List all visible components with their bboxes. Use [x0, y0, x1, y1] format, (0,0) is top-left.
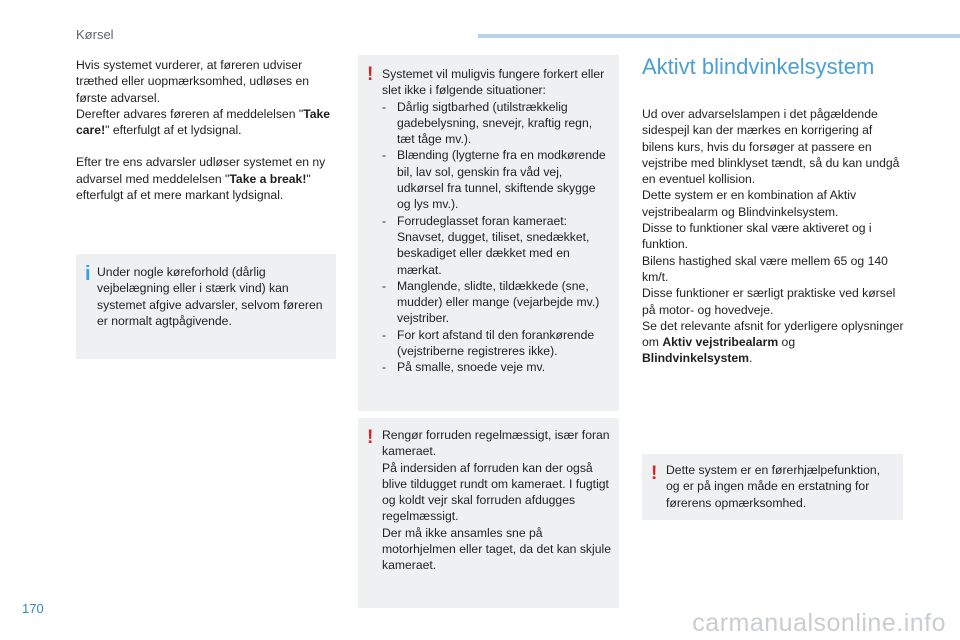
cleaning-text-3: Der må ikke ansamles sne på motorhjelmen eller taget, da det kan skjule kameraet. [382, 525, 611, 573]
list-item [382, 147, 611, 212]
cleaning-text-2: På indersiden af forruden kan der også blive tildugget rundt om kameraet. I fugtigt og koldt vejr skal forruden afdugges regelmæssigt. [382, 460, 609, 524]
list-item-text: På smalle, snoede veje mv. [397, 360, 546, 375]
warning-icon: ! [367, 64, 374, 85]
warning-conditions-body [382, 66, 611, 376]
list-item [382, 359, 611, 375]
warning-box-cleaning [358, 418, 619, 608]
list-item [382, 278, 611, 327]
bold-message: Take a break! [229, 171, 307, 186]
column-left [76, 57, 338, 203]
warning-box-conditions [358, 55, 619, 411]
blindspot-text-1: Ud over advarselslampen i det pågældende sidespejl kan der mærkes en korrigering af bilens kurs, hvis du forsøger at passere en vejstribe med blinklyset tændt, så du kan undgå en eventuel kollision. [642, 107, 900, 187]
info-note-text: Under nogle køreforhold (dårlig vejbelægning eller i stærk vind) kan systemet afgive advarsler, selvom føreren er normalt agtpågivende. [97, 265, 323, 328]
dash: - [382, 213, 387, 228]
text-span: Efter tre ens advarsler udløser systemet en ny advarsel med meddelelsen " [76, 155, 326, 186]
bold-message: Take care! [76, 106, 331, 138]
text-span: " efterfulgt af et lydsignal. [105, 123, 242, 138]
warning-icon: ! [651, 463, 658, 484]
driver-aid-text: Dette system er en førerhjælpefunktion, og er på ingen måde en erstatning for førerens opmærksomhed. [666, 463, 881, 510]
list-item [382, 327, 611, 360]
blindspot-text-3: Disse to funktioner skal være aktiveret og i funktion. [642, 221, 872, 252]
warning-intro: Systemet vil muligvis fungere forkert eller slet ikke i følgende situationer: [382, 67, 605, 98]
list-item-text: For kort afstand til den forankørende (vejstriberne registreres ikke). [397, 327, 595, 359]
text-span: " efterfulgt af et mere markant lydsignal. [76, 171, 311, 203]
text-span: og [778, 335, 796, 350]
info-icon: i [85, 263, 91, 285]
list-item [382, 99, 611, 148]
text-span: Se det relevante afsnit for yderligere oplysninger om [642, 318, 904, 350]
info-note-box [76, 254, 336, 359]
warning-cleaning-body [382, 427, 613, 574]
section-label: Kørsel [76, 27, 114, 42]
warning-icon: ! [367, 427, 374, 448]
bold-reference: Aktiv vejstribealarm [662, 335, 779, 350]
conditions-list [382, 99, 611, 376]
dash: - [382, 99, 387, 114]
list-item-text: Manglende, slidte, tildækkede (sne, mudder) eller mange (vejarbejde mv.) vejstriber. [397, 278, 600, 326]
warning-box-driver-aid [642, 454, 903, 520]
dash: - [382, 148, 387, 163]
watermark: carmanualsonline.info [692, 609, 946, 637]
dash: - [382, 278, 387, 293]
dash: - [382, 360, 387, 375]
paragraph-fatigue-warning [76, 57, 338, 138]
page-number: 170 [22, 601, 44, 616]
cleaning-text-1: Rengør forruden regelmæssigt, især foran kameraet. [382, 428, 610, 459]
text-span: Derefter advares føreren af meddelelsen " [76, 106, 304, 121]
bold-reference: Blindvinkelsystem [642, 351, 750, 366]
list-item-text: Forrudeglasset foran kameraet: Snavset, dugget, tiliset, snedækket, beskadiget eller dækket med en mærkat. [397, 213, 590, 277]
header-rule [478, 34, 960, 38]
blindspot-text-5: Disse funktioner er særligt praktiske ved kørsel på motor- og hovedveje. [642, 286, 896, 317]
paragraph-break-warning [76, 154, 338, 203]
blindspot-text-6 [642, 318, 907, 367]
list-item [382, 213, 611, 278]
text-span: . [749, 351, 753, 366]
list-item-text: Blænding (lygterne fra en modkørende bil, lav sol, genskin fra våd vej, udkørsel fra tunnel, skiftende skygge og lys mv.). [397, 148, 606, 212]
text-span: Hvis systemet vurderer, at føreren udviser træthed eller uopmærksomhed, udløses en første advarsel. [76, 58, 310, 105]
list-item-text: Dårlig sigtbarhed (utilstrækkelig gadebelysning, snevejr, kraftig regn, tæt tåge mv.). [397, 99, 593, 147]
blindspot-text-2: Dette system er en kombination af Aktiv vejstribealarm og Blindvinkelsystem. [642, 188, 857, 219]
column-right [642, 106, 907, 367]
blindspot-text-4: Bilens hastighed skal være mellem 65 og 140 km/t. [642, 253, 888, 284]
dash: - [382, 327, 387, 342]
section-title: Aktivt blindvinkelsystem [642, 54, 875, 79]
